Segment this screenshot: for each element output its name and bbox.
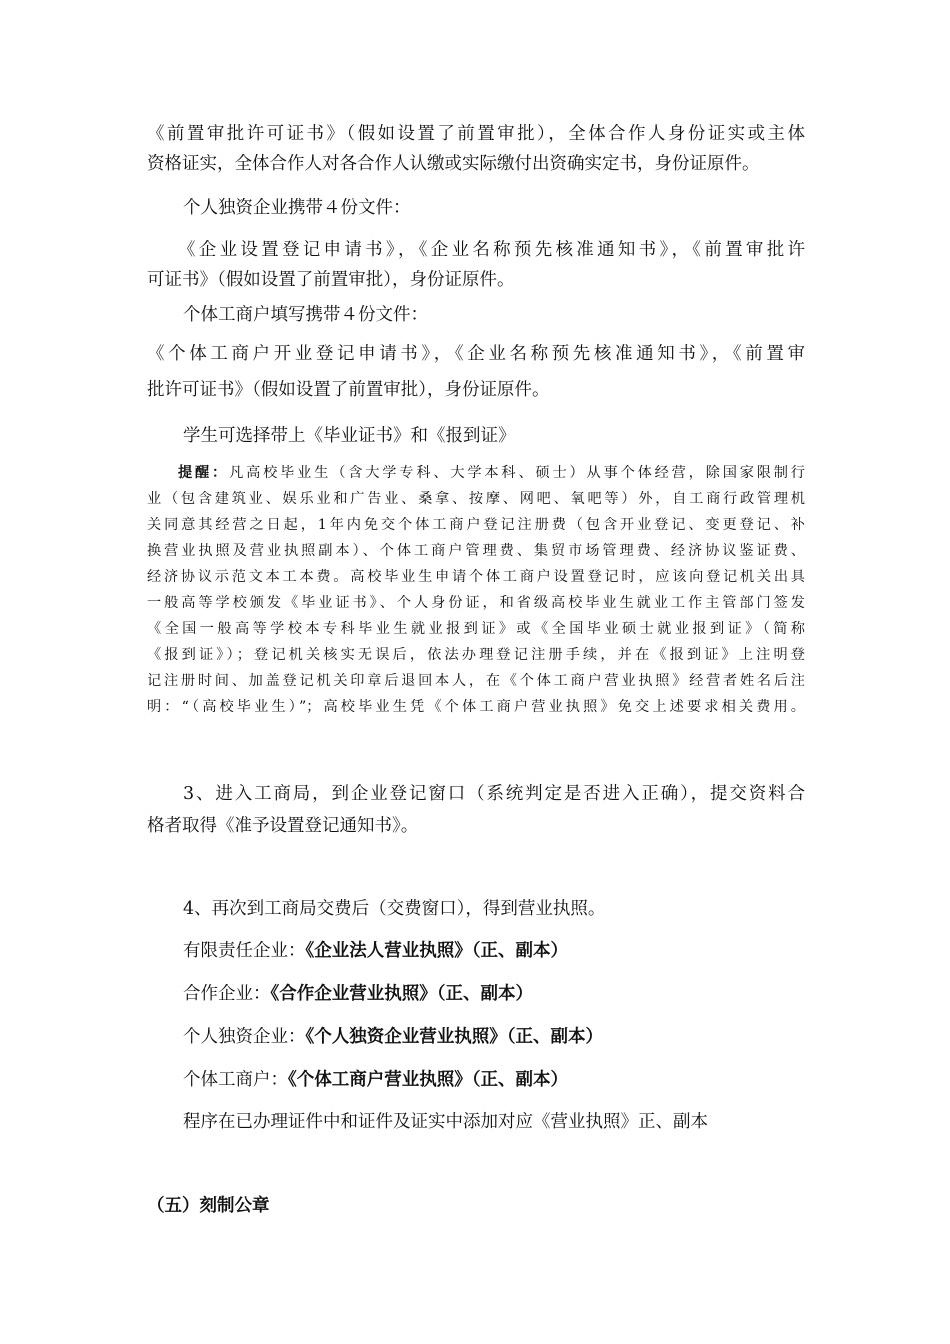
- reminder-label: 提醒：: [178, 465, 230, 481]
- paragraph-line: 《前置审批许可证书》（假如设置了前置审批），全体合作人身份证实或主体: [147, 124, 805, 144]
- section-heading: （五）刻制公章: [147, 1196, 270, 1216]
- step-3-line: 3、进入工商局，到企业登记窗口（系统判定是否进入正确），提交资料合: [183, 784, 805, 804]
- paragraph: 学生可选择带上《毕业证书》和《报到证》: [183, 426, 516, 446]
- license-item: 个人独资企业：《个人独资企业营业执照》（正、副本）: [183, 1027, 603, 1047]
- paragraph: 个体工商户填写携带４份文件：: [183, 305, 428, 325]
- step-4-intro: 4、再次到工商局交费后（交费窗口），得到营业执照。: [183, 899, 606, 919]
- reminder-line: 记注册时间、加盖登记机关印章后退回本人，在《个体工商户营业执照》经营者姓名后注: [147, 673, 805, 689]
- reminder-line: 关同意其经营之日起，1年内免交个体工商户登记注册费（包含开业登记、变更登记、补: [147, 517, 805, 533]
- paragraph-line: 可证书》（假如设置了前置审批），身份证原件。: [147, 270, 515, 290]
- reminder-line: 《报到证》）；登记机关核实无误后，依法办理登记注册手续，并在《报到证》上注明登: [147, 647, 805, 663]
- reminder-line: 明：“（高校毕业生）”；高校毕业生凭《个体工商户营业执照》免交上述要求相关费用。: [147, 699, 805, 715]
- paragraph-line: 《个体工商户开业登记申请书》，《企业名称预先核准通知书》，《前置审: [147, 344, 805, 364]
- paragraph-line: 《企业设置登记申请书》，《企业名称预先核准通知书》，《前置审批许: [178, 240, 805, 260]
- reminder-line: 经济协议示范文本工本费。高校毕业生申请个体工商户设置登记时，应该向登记机关出具: [147, 569, 805, 585]
- paragraph-line: 资格证实，全体合作人对各合作人认缴或实际缴付出资确实定书，身份证原件。: [147, 154, 760, 174]
- reminder-line: 换营业执照及营业执照副本）、个体工商户管理费、集贸市场管理费、经济协议鉴证费、: [147, 543, 805, 559]
- reminder-line: 一般高等学校颁发《毕业证书》、个人身份证，和省级高校毕业生就业工作主管部门签发: [147, 595, 805, 611]
- reminder-line: 提醒：凡高校毕业生（含大学专科、大学本科、硕士）从事个体经营，除国家限制行: [178, 465, 805, 481]
- paragraph: 个人独资企业携带４份文件：: [183, 198, 411, 218]
- paragraph-line: 批许可证书》（假如设置了前置审批），身份证原件。: [147, 380, 550, 400]
- step-4-outro: 程序在已办理证件中和证件及证实中添加对应《营业执照》正、副本: [183, 1112, 708, 1132]
- license-item: 合作企业：《合作企业营业执照》（正、副本）: [183, 984, 533, 1004]
- license-item: 个体工商户：《个体工商户营业执照》（正、副本）: [183, 1070, 568, 1090]
- license-item: 有限责任企业：《企业法人营业执照》（正、副本）: [183, 941, 568, 961]
- step-3-line: 格者取得《准予设置登记通知书》。: [147, 816, 419, 836]
- reminder-line: 《全国一般高等学校本专科毕业生就业报到证》或《全国毕业硕士就业报到证》（简称: [147, 621, 805, 637]
- reminder-line: 业（包含建筑业、娱乐业和广告业、桑拿、按摩、网吧、氧吧等）外，自工商行政管理机: [147, 491, 805, 507]
